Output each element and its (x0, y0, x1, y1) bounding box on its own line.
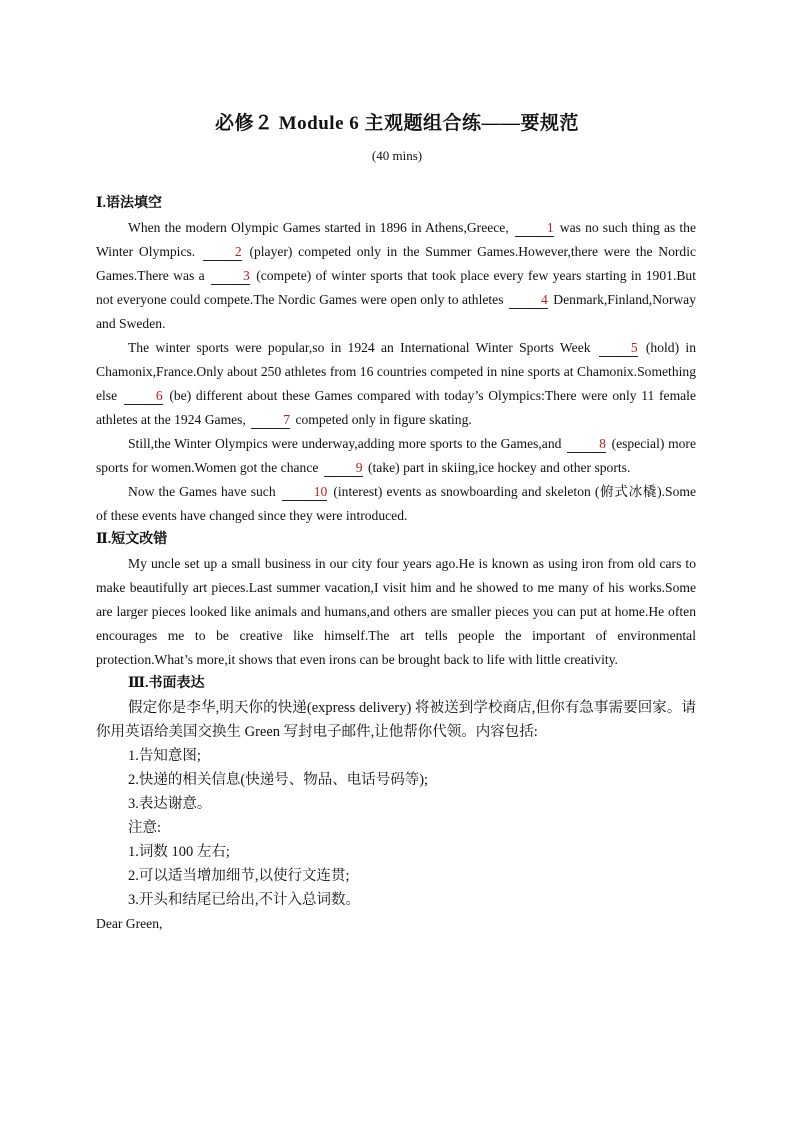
document-body (96, 192, 696, 936)
blank-7: 7 (251, 412, 290, 429)
section-1-heading: Ⅰ.语法填空 (96, 196, 163, 211)
section-3-heading: Ⅲ.书面表达 (128, 676, 205, 691)
blank-2: 2 (203, 244, 242, 261)
blank-8: 8 (567, 436, 606, 453)
requirement-item: 3.表达谢意。 (128, 796, 212, 812)
blank-1: 1 (515, 220, 554, 237)
blank-3: 3 (211, 268, 250, 285)
blank-9: 9 (324, 460, 363, 477)
blank-10: 10 (282, 484, 328, 501)
grammar-paragraph-2: The winter sports were popular,so in 1924 an International Winter Sports Week 5 (hold) in Chamonix,France.Only about 250 athletes from 16 countries competed in nine sports at Chamonix.Something else 6 (be) different about these Games compared with today’s Olympics:There were only 11 female athletes at the 1924 Games, 7 competed only in figure skating. (96, 340, 696, 427)
note-label: 注意: (128, 820, 162, 836)
note-item: 3.开头和结尾已给出,不计入总词数。 (128, 892, 360, 908)
blank-6: 6 (124, 388, 163, 405)
requirement-item: 2.快递的相关信息(快递号、物品、电话号码等); (128, 772, 429, 788)
blank-5: 5 (599, 340, 638, 357)
error-correction-passage: My uncle set up a small business in our city four years ago.He is known as using iron from old cars to make beautifully art pieces.Last summer vacation,I visit him and he showed to me many of his works.Some are larger pieces looked like animals and humans,and others are smaller pieces you can put at home.He often encourages me to be creative like himself.The art tells people the important of environmental protection.What’s more,it shows that even irons can be brought back to life with little creativity. (96, 556, 696, 667)
note-item: 1.词数 100 左右; (128, 844, 230, 860)
time-limit: (40 mins) (371, 148, 423, 163)
grammar-paragraph-1: When the modern Olympic Games started in 1896 in Athens,Greece, 1 was no such thing as the Winter Olympics. 2 (player) competed only in the Summer Games.However,there were the Nordic Games.There was a 3 (compete) of winter sports that took place every few years starting in 1901.But not everyone could compete.The Nordic Games were open only to athletes 4 Denmark,Finland,Norway and Sweden. (96, 220, 697, 331)
note-item: 2.可以适当增加细节,以使行文连贯; (128, 868, 350, 884)
grammar-paragraph-3: Still,the Winter Olympics were underway,adding more sports to the Games,and 8 (especial) more sports for women.Women got the chance 9 (take) part in skiing,ice hockey and other sports. (96, 436, 696, 475)
writing-prompt: 假定你是李华,明天你的快递(express delivery) 将被送到学校商店,但你有急事需要回家。请你用英语给美国交换生 Green 写封电子邮件,让他帮你代领。内容包括: (96, 700, 696, 740)
grammar-paragraph-4: Now the Games have such 10 (interest) events as snowboarding and skeleton (俯式冰橇).Some of these events have changed since they were introduced. (96, 484, 697, 523)
letter-salutation: Dear Green, (96, 916, 163, 931)
section-2-heading: Ⅱ.短文改错 (96, 532, 168, 547)
page-title: 必修２ Module 6 主观题组合练——要规范 (214, 113, 580, 134)
blank-4: 4 (509, 292, 548, 309)
requirement-item: 1.告知意图; (128, 748, 201, 764)
